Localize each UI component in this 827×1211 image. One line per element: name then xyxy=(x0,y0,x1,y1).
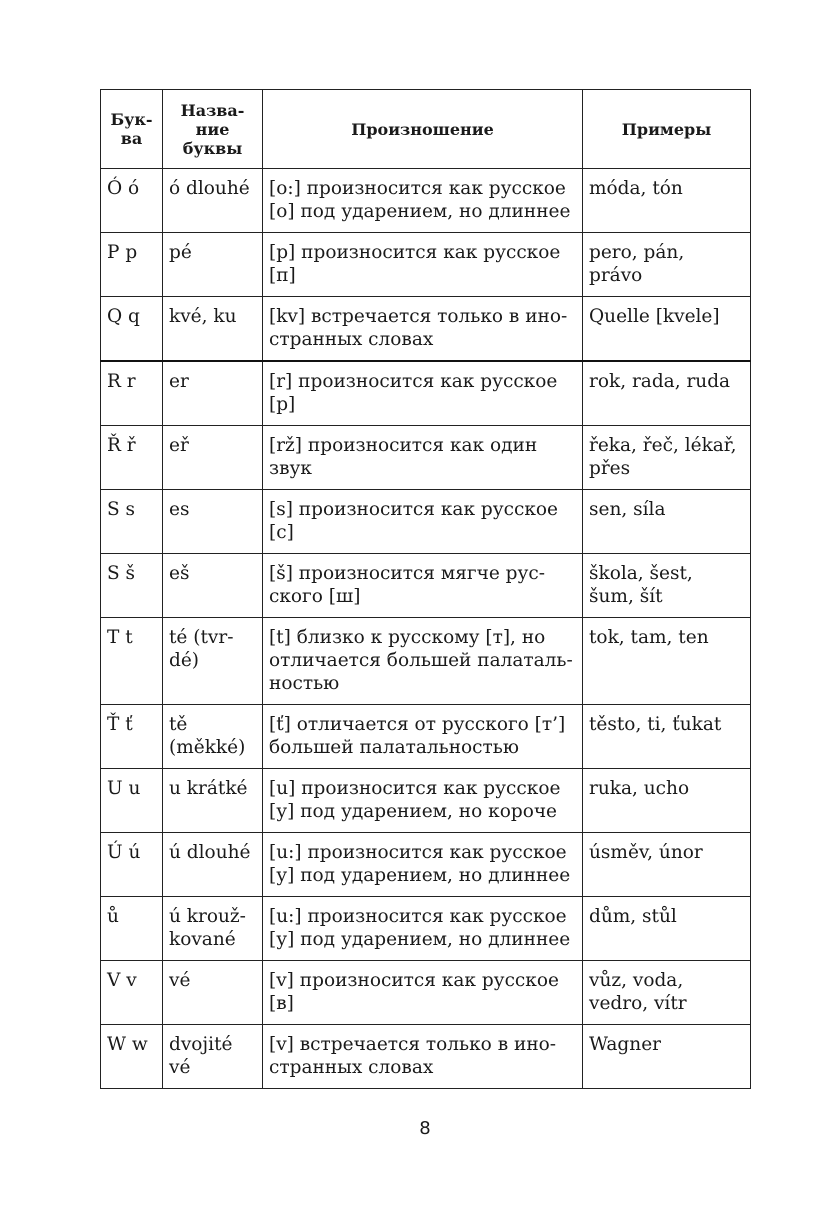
table-row xyxy=(101,426,751,490)
pronunciation-cell: [š] произносится мягче рус- ского [ш] xyxy=(263,554,583,618)
letter-cell: Q q xyxy=(101,297,163,362)
name-cell: es xyxy=(163,490,263,554)
header-examples: Примеры xyxy=(583,90,751,169)
letter-cell: W w xyxy=(101,1025,163,1089)
name-cell: té (tvr- dé) xyxy=(163,618,263,705)
examples-cell: pero, pán, právo xyxy=(583,233,751,297)
pronunciation-cell: [u:] произносится как русское [у] под ударением, но длиннее xyxy=(263,833,583,897)
table-row xyxy=(101,233,751,297)
name-cell: pé xyxy=(163,233,263,297)
letter-cell: Ú ú xyxy=(101,833,163,897)
name-cell: eš xyxy=(163,554,263,618)
page-number: 8 xyxy=(419,1118,431,1139)
examples-cell: móda, tón xyxy=(583,169,751,233)
table-row xyxy=(101,297,751,362)
header-row xyxy=(101,90,751,169)
letter-cell: P p xyxy=(101,233,163,297)
letter-cell: R r xyxy=(101,361,163,426)
table-row xyxy=(101,833,751,897)
name-cell: ó dlouhé xyxy=(163,169,263,233)
letter-cell: S š xyxy=(101,554,163,618)
pronunciation-cell: [o:] произносится как русское [о] под ударением, но длиннее xyxy=(263,169,583,233)
letter-cell: ů xyxy=(101,897,163,961)
letter-cell: V v xyxy=(101,961,163,1025)
pronunciation-cell: [ť] отличается от русского [т’] большей палатальностью xyxy=(263,705,583,769)
pronunciation-cell: [r] произносится как русское [р] xyxy=(263,361,583,426)
examples-cell: Quelle [kvele] xyxy=(583,297,751,362)
letter-cell: U u xyxy=(101,769,163,833)
pronunciation-cell: [t] близко к русскому [т], но отличается большей палаталь- ностью xyxy=(263,618,583,705)
pronunciation-cell: [kv] встречается только в ино- странных словах xyxy=(263,297,583,362)
header-pronunciation: Произношение xyxy=(263,90,583,169)
examples-cell: škola, šest, šum, šít xyxy=(583,554,751,618)
table-row xyxy=(101,897,751,961)
examples-cell: Wagner xyxy=(583,1025,751,1089)
alphabet-table xyxy=(100,89,751,1089)
pronunciation-cell: [v] встречается только в ино- странных словах xyxy=(263,1025,583,1089)
table-row xyxy=(101,705,751,769)
letter-cell: Ó ó xyxy=(101,169,163,233)
name-cell: dvojité vé xyxy=(163,1025,263,1089)
table-row xyxy=(101,961,751,1025)
name-cell: ú krouž- kované xyxy=(163,897,263,961)
pronunciation-cell: [s] произносится как русское [с] xyxy=(263,490,583,554)
name-cell: vé xyxy=(163,961,263,1025)
letter-cell: Ř ř xyxy=(101,426,163,490)
examples-cell: úsměv, únor xyxy=(583,833,751,897)
table-row xyxy=(101,554,751,618)
pronunciation-cell: [v] произносится как русское [в] xyxy=(263,961,583,1025)
pronunciation-cell: [p] произносится как русское [п] xyxy=(263,233,583,297)
examples-cell: těsto, ti, ťukat xyxy=(583,705,751,769)
table-row xyxy=(101,169,751,233)
pronunciation-cell: [rž] произносится как один звук xyxy=(263,426,583,490)
examples-cell: řeka, řeč, lékař, přes xyxy=(583,426,751,490)
examples-cell: tok, tam, ten xyxy=(583,618,751,705)
table-row xyxy=(101,490,751,554)
name-cell: ú dlouhé xyxy=(163,833,263,897)
header-letter: Бук- ва xyxy=(101,90,163,169)
examples-cell: ruka, ucho xyxy=(583,769,751,833)
pronunciation-cell: [u:] произносится как русское [у] под ударением, но длиннее xyxy=(263,897,583,961)
letter-cell: S s xyxy=(101,490,163,554)
header-name: Назва- ние буквы xyxy=(163,90,263,169)
examples-cell: vůz, voda, vedro, vítr xyxy=(583,961,751,1025)
name-cell: kvé, ku xyxy=(163,297,263,362)
examples-cell: dům, stůl xyxy=(583,897,751,961)
table-row xyxy=(101,1025,751,1089)
table-row xyxy=(101,361,751,426)
letter-cell: Ť ť xyxy=(101,705,163,769)
name-cell: tě (měkké) xyxy=(163,705,263,769)
table-row xyxy=(101,618,751,705)
name-cell: eř xyxy=(163,426,263,490)
letter-cell: T t xyxy=(101,618,163,705)
pronunciation-cell: [u] произносится как русское [у] под ударением, но короче xyxy=(263,769,583,833)
table-row xyxy=(101,769,751,833)
examples-cell: sen, síla xyxy=(583,490,751,554)
examples-cell: rok, rada, ruda xyxy=(583,361,751,426)
name-cell: u krátké xyxy=(163,769,263,833)
name-cell: er xyxy=(163,361,263,426)
